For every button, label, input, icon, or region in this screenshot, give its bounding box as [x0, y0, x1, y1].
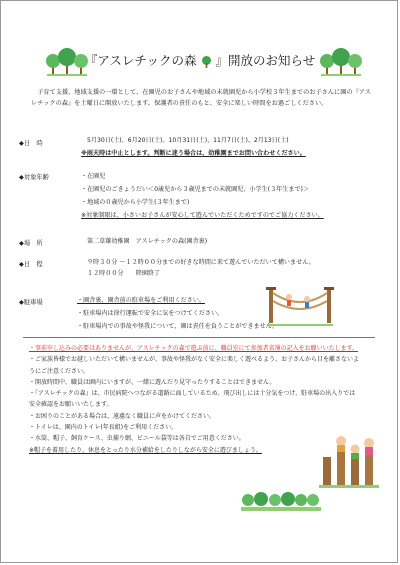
schedule-line-2: １２時００分 降園終了	[87, 270, 161, 277]
note-item: ・トイレは、園内のトイレ(年長組)をご利用ください。	[29, 424, 178, 432]
place-label: ◆場 所	[19, 240, 43, 247]
kids-playing-illustration	[319, 427, 379, 489]
parking-line-1: ・園舎裏、園舎前の駐車場をご利用ください。	[77, 297, 205, 304]
hat-note: ※帽子を着用したり、休息をとったり水分補給をしたりしながら安全に遊びましょう。	[29, 446, 262, 454]
note-item: ・開放時間中、職員は園内にいますが、一緒に遊んだり見守ったりすることはできません。	[29, 378, 276, 386]
registration-note: ・事前申し込みの必要はありませんが、アスレチックの森で遊ぶ前に、職員室にて参加者名簿の記入をお願いいたします。	[29, 345, 359, 352]
intro-text: 子育て支援、地域支援の一環として、在園児のお子さんや地域の未就園児から小学校３年生までのお子さんに園の『アスレチックの森』を土曜日に開放いたします。保護者の責任のもと、安全に楽しい時間をお過ごしください。	[31, 89, 371, 107]
date-list: 5月30日(土)、6月20日(土)、10月31日(土)、11月7日(土)、2月13日(土)	[87, 137, 289, 144]
date-label: ◆日 時	[19, 140, 43, 147]
place-text: 第二草薙幼稚園 アスレチックの森(園舎裏)	[87, 238, 208, 245]
parking-line-2: ・駐車場内は徐行運転で安全に気をつけてください。	[77, 310, 224, 317]
rain-note: ※雨天時は中止とします。判断に迷う場合は、幼稚園までお問い合わせください。	[81, 150, 306, 157]
title-suffix: 』開放のお知らせ	[215, 53, 316, 68]
notes-block	[29, 343, 359, 456]
title-prefix: 『アスレチックの森	[84, 53, 197, 68]
schedule-label: ◆日 程	[19, 261, 43, 268]
note-item: ・水筒、帽子、飼育ケース、虫捕り網、ビニール袋等は各自でご用意ください。	[29, 435, 245, 443]
parking-line-3: ・駐車場内での事故や怪我について、園は責任を負うことができません。	[77, 323, 279, 330]
note-item: ・お困りのことがある場合は、遠慮なく職員に声をかけてください。	[29, 412, 216, 420]
note-item: ・ご家族皆様でお越しいただいて構いませんが、事故や怪我がなく安全に楽しく遊べるよう、お子さんから目を離さないようにご注意ください。	[29, 356, 360, 375]
target-line-2: ・在園児のごきょうだい＜0歳児から３歳児までの未就園児、小学生(３年生まで)＞	[81, 186, 310, 193]
section-divider	[23, 337, 375, 338]
target-line-3: ・地域の０歳児から小学生(３年生まで)	[81, 199, 190, 206]
target-line-1: ・在園児	[81, 173, 106, 180]
small-tree-icon	[201, 56, 212, 68]
parking-label: ◆駐車場	[19, 299, 43, 306]
target-note: ※対象制限は、小さいお子さんが安心して遊んでいただくためですのでご協力ください。	[81, 212, 324, 219]
note-item: ・『アスレチックの森』は、市民病院へつながる道路に面しているため、飛び出しには十分気をつけ、駐車場の出入りでは安全確認をお願いいたします。	[29, 390, 356, 409]
page-title	[1, 51, 398, 69]
target-label: ◆対象年齢	[19, 174, 50, 181]
rope-bridge-illustration	[263, 281, 337, 327]
tree-row-icon	[241, 491, 321, 513]
schedule-line-1: ９時３０分 〜１２時００分までの好きな時間に来て遊んでいただいて構いません。	[87, 259, 315, 266]
